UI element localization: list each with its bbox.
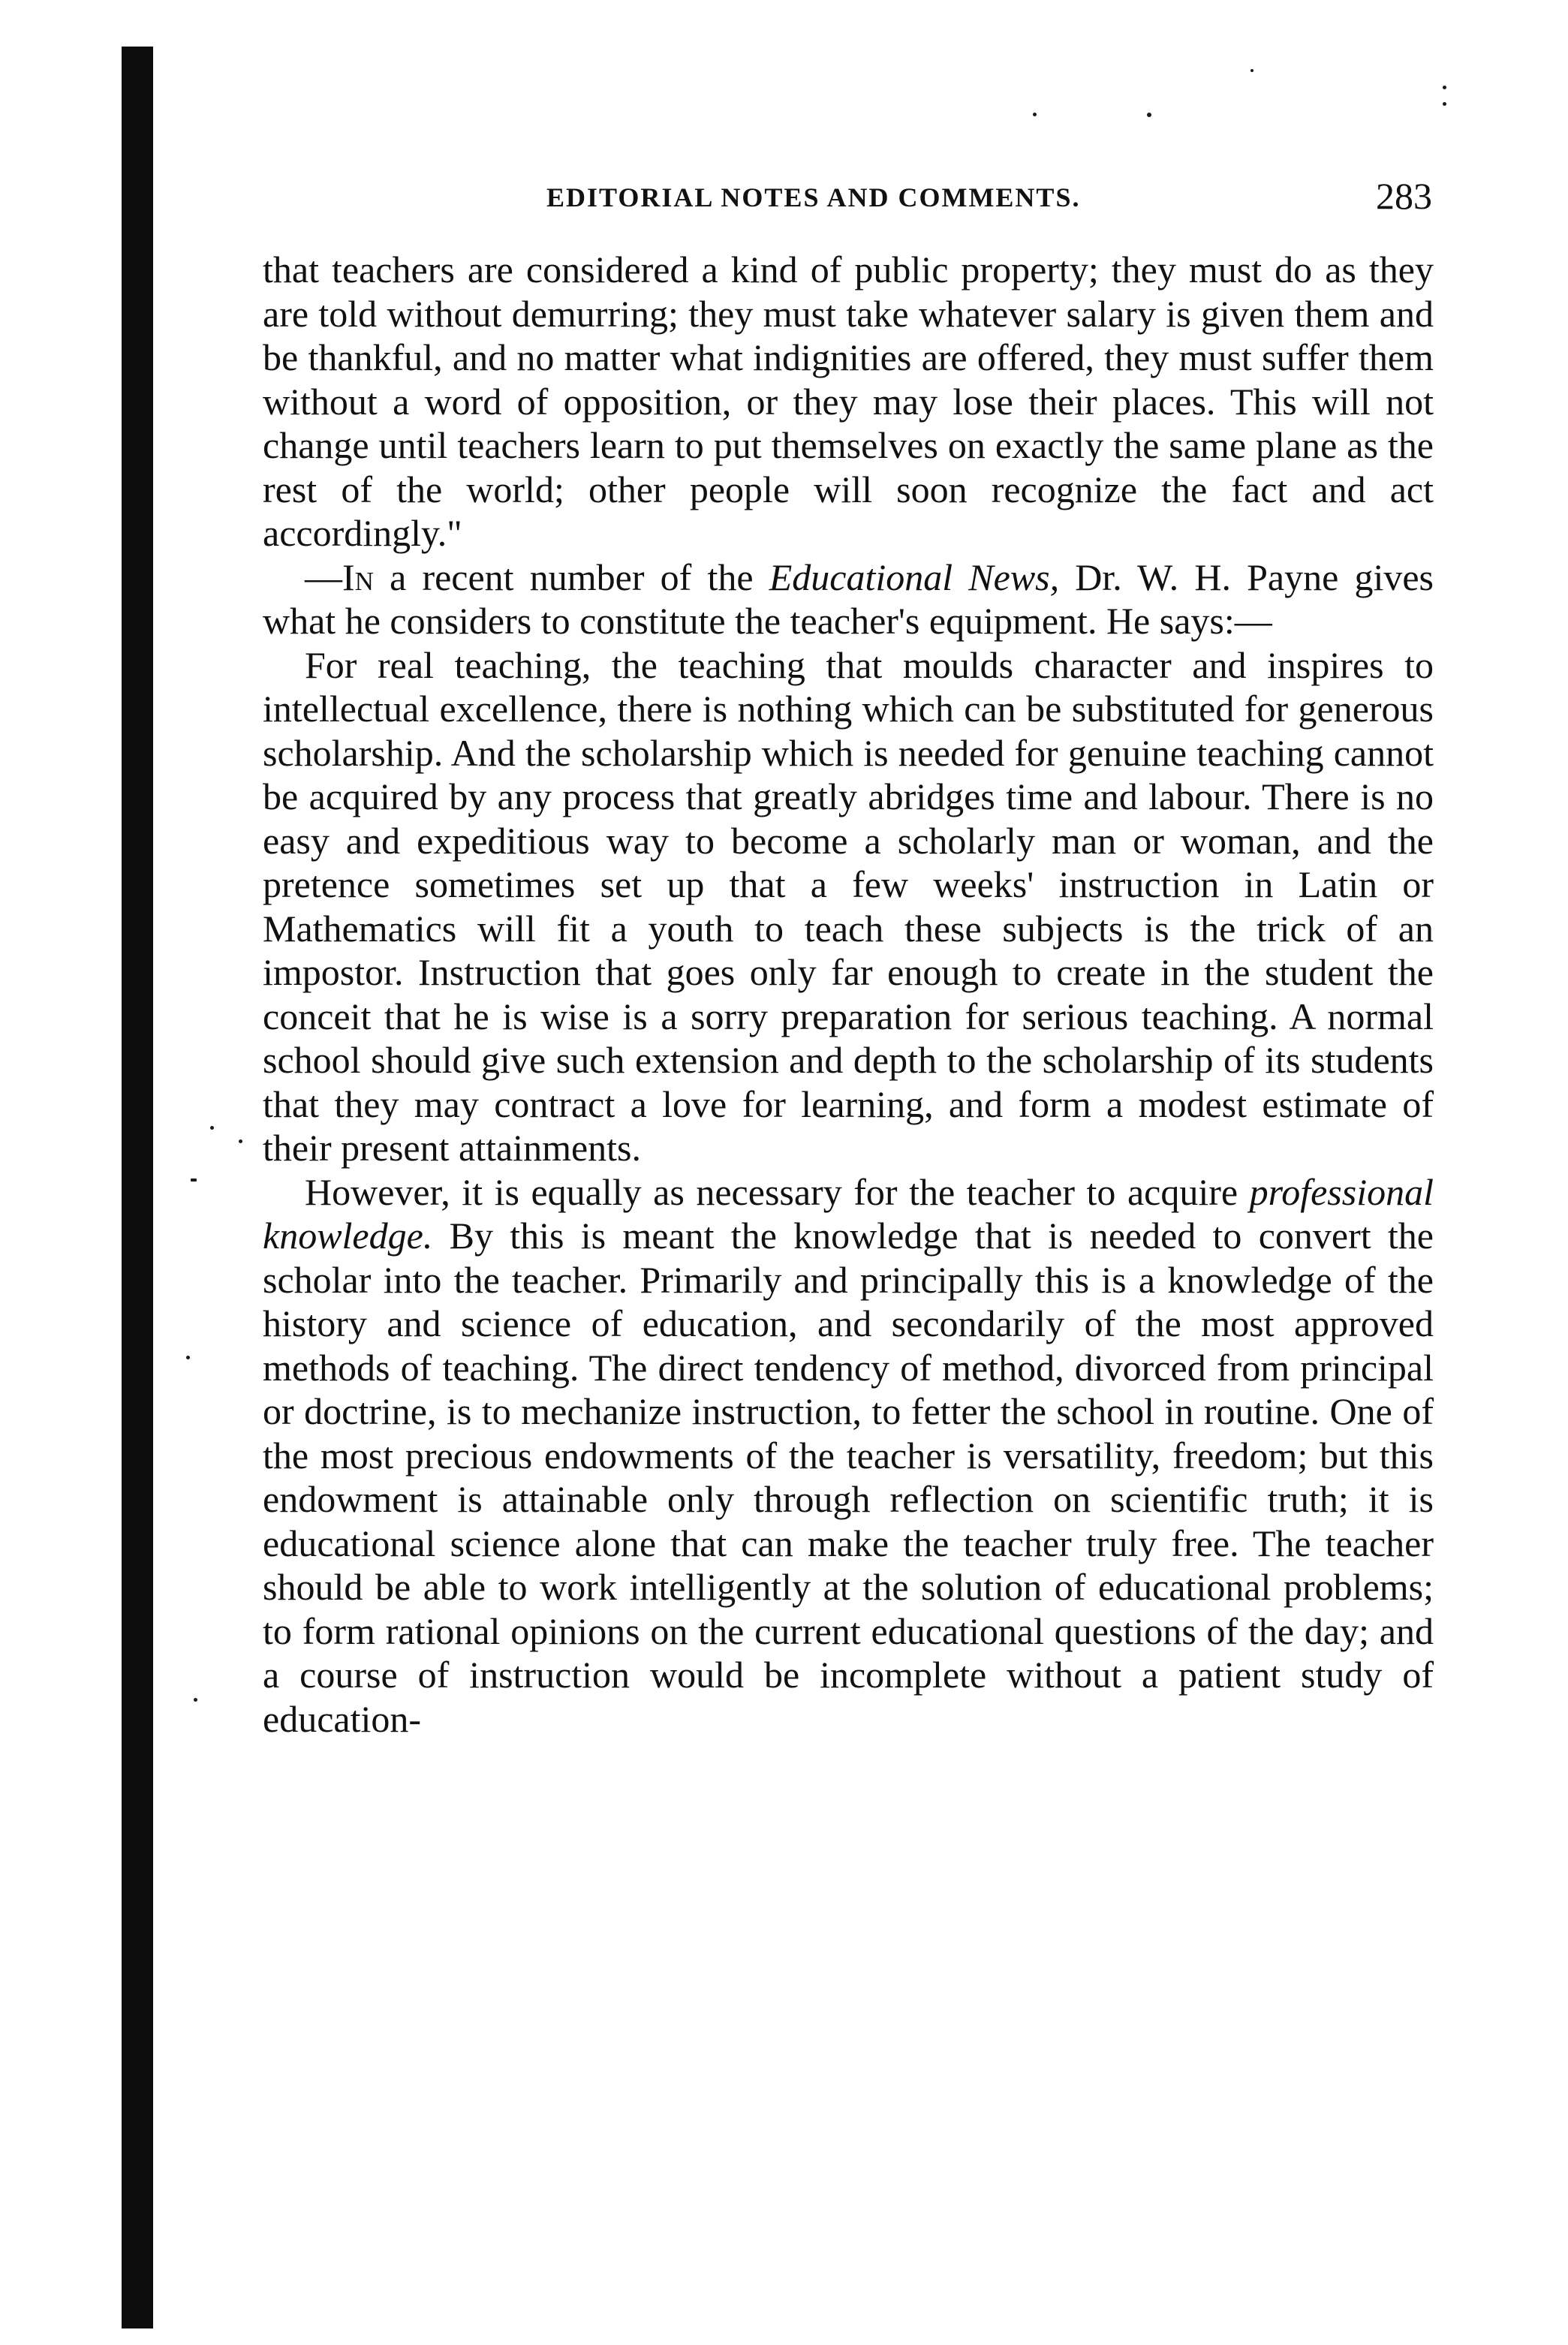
running-title: EDITORIAL NOTES AND COMMENTS.	[546, 182, 1081, 212]
page-speck	[210, 1126, 214, 1130]
page-speck	[1147, 113, 1151, 117]
note-text-after: Dr. W. H. Payne gives what he considers to constitute the teacher's equipment. He says:—	[263, 555, 1434, 642]
quote-text-before: However, it is equally as necessary for the teacher to acquire	[305, 1170, 1250, 1213]
publication-title: Educational News,	[769, 555, 1060, 598]
page-speck	[239, 1139, 242, 1143]
paragraph-quote-professional	[263, 1170, 1434, 1741]
page-speck	[186, 1356, 190, 1359]
page-speck	[194, 1698, 197, 1702]
page-speck	[191, 1179, 197, 1182]
paragraph-note	[263, 555, 1434, 643]
page-speck	[1443, 86, 1446, 89]
lead-word: In	[342, 555, 374, 598]
page-speck	[1443, 102, 1446, 106]
page-header	[261, 174, 1432, 227]
paragraph-continuation: that teachers are considered a kind of public property; they must do as they are told without demurring; they must take whatever salary is given them and be thankful, and no matter what indignities are offered, they must suffer them without a word of opposition, or they may lose their places. This will not change until teachers learn to put themselves on exactly the same plane as the rest of the world; other people will soon recognize the fact and act accordingly."	[263, 248, 1434, 554]
emphasis-professional-knowledge: professional knowledge.	[263, 1170, 1434, 1257]
page-number: 283	[1376, 175, 1432, 217]
page-speck	[1250, 69, 1253, 72]
body-text	[263, 248, 1434, 1741]
paragraph-quote-scholarship: For real teaching, the teaching that moulds character and inspires to intellectual excellence, there is nothing which can be substituted for generous scholarship. And the scholarship which is needed for genuine teaching cannot be acquired by any process that greatly abridges time and labour. There is no easy and expeditious way to become a scholarly man or woman, and the pretence sometimes set up that a few weeks' instruction in Latin or Mathematics will fit a youth to teach these subjects is the trick of an impostor. Instruction that goes only far enough to create in the student the conceit that he is wise is a sorry preparation for serious teaching. A normal school should give such extension and depth to the scholarship of its students that they may contract a love for learning, and form a modest estimate of their present attainments.	[263, 643, 1434, 1169]
note-text-before: a recent number of the	[373, 555, 769, 598]
quote-text-after: By this is meant the knowledge that is needed to convert the scholar into the teacher. Primarily and principally this is a knowledge of the history and science of education, and secondarily of the most approved methods of teaching. The direct tendency of method, divorced from principal or doctrine, is to mechanize instruction, to fetter the school in routine. One of the most precious endowments of the teacher is versatility, freedom; but this endowment is attainable only through reflection on scientific truth; it is educational science alone that can make the teacher truly free. The teacher should be able to work intelligently at the solution of educational problems; to form rational opinions on the current educational questions of the day; and a course of instruction would be incomplete without a patient study of education-	[263, 1215, 1434, 1740]
page-speck	[1033, 113, 1037, 116]
em-dash: —	[305, 555, 342, 598]
binding-edge	[122, 47, 153, 2328]
